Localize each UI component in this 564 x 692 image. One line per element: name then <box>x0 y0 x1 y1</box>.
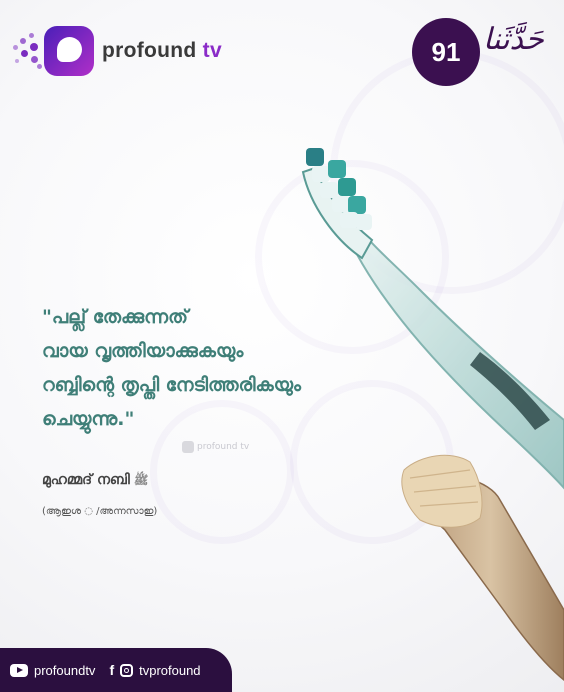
facebook-icon: f <box>109 662 115 678</box>
salutation-glyph: ﷺ <box>133 473 149 487</box>
series-number-badge: 91 <box>412 18 480 86</box>
toothbrush-icon <box>303 148 564 488</box>
instagram-icon <box>120 664 133 677</box>
watermark: profound tv <box>182 441 249 453</box>
brand-name: profound tv <box>102 39 222 62</box>
miswak-stick-icon <box>402 455 564 680</box>
quote-author: മുഹമ്മദ് നബി ﷺ <box>42 472 149 488</box>
quote-source: (ആഇശ ◌ /അന്നസാഇ) <box>42 506 158 517</box>
watermark-logo-icon <box>182 441 194 453</box>
instagram-handle: tvprofound <box>139 662 201 678</box>
youtube-handle: profoundtv <box>34 662 96 678</box>
social-footer <box>0 648 232 692</box>
series-arabic-title: حَدَّثَنا <box>483 22 544 57</box>
youtube-icon <box>10 664 28 677</box>
hadith-quote: "പല്ല് തേക്കുന്നത് വായ വൃത്തിയാക്കുകയും റബ്ബിന്റെ തൃപ്തി നേടിത്തരികയും ചെയ്യുന്നു." <box>42 306 301 430</box>
